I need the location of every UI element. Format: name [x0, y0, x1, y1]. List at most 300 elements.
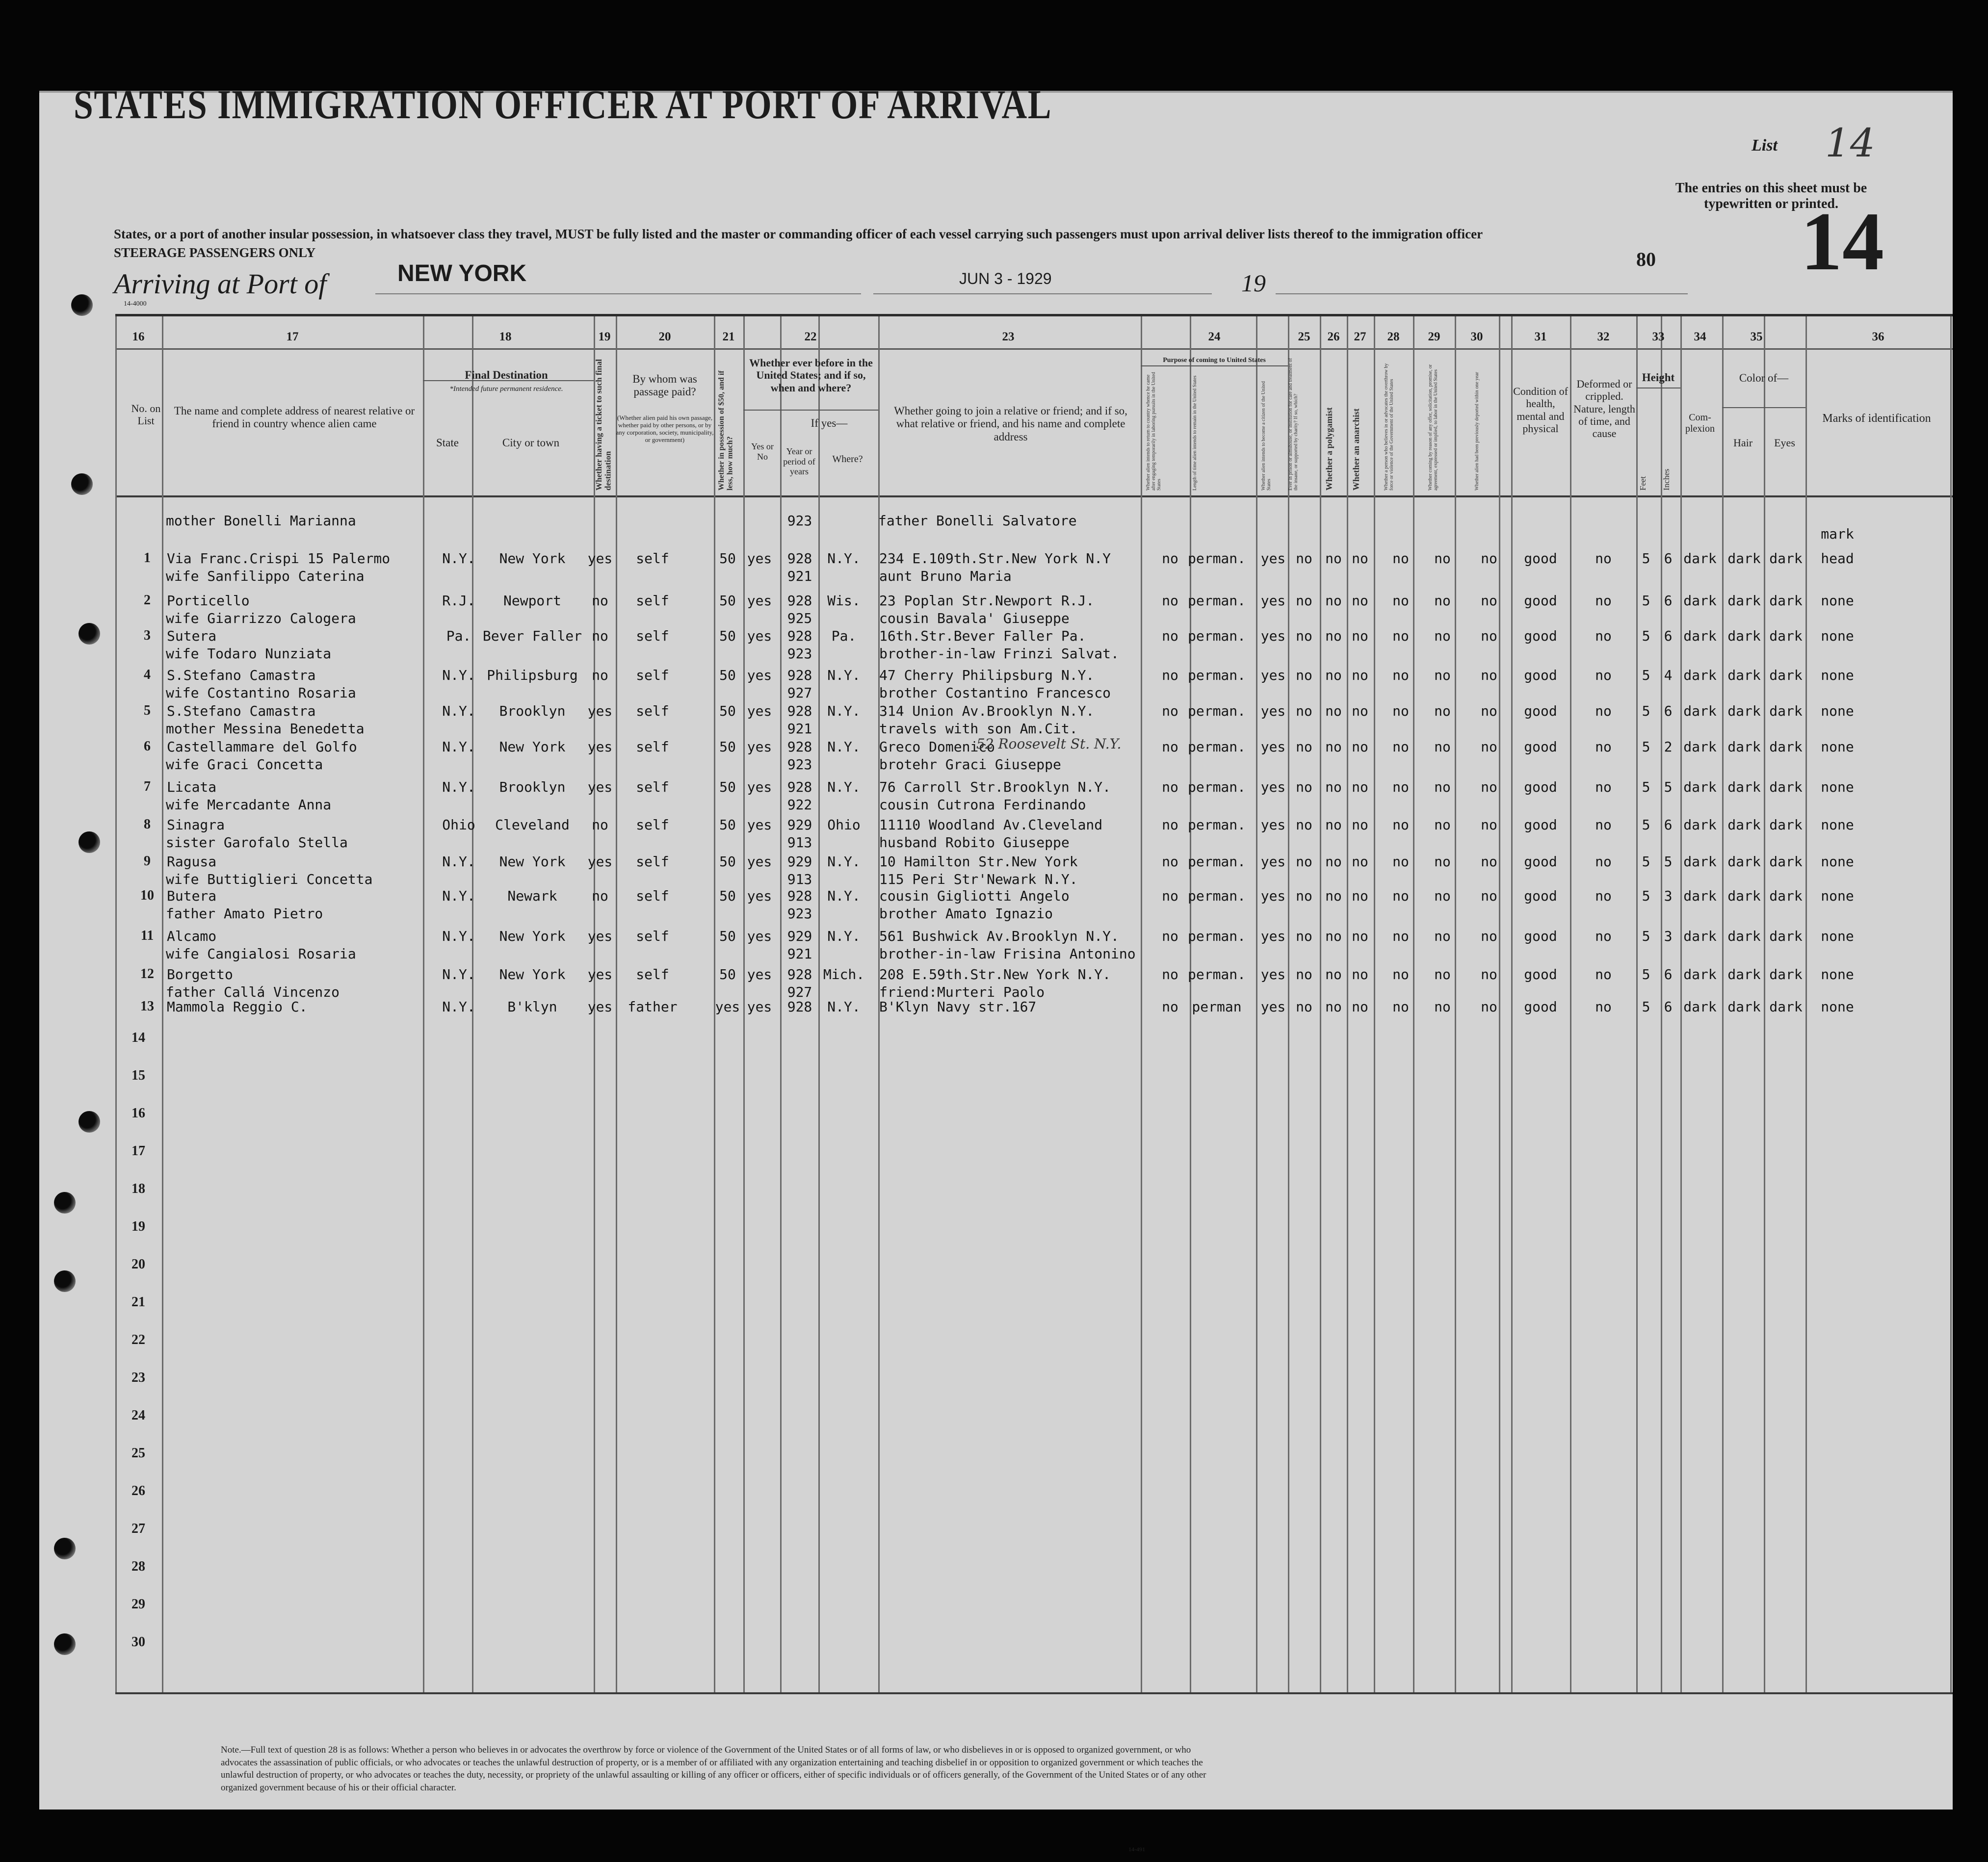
cell-feet: 5	[1642, 966, 1650, 983]
cell-before: yes	[747, 999, 772, 1015]
cell-ticket: yes	[587, 928, 613, 944]
cell-next-year: 913	[787, 871, 812, 887]
cell-hair: dark	[1727, 817, 1761, 833]
cell-complexion: dark	[1683, 593, 1717, 609]
cell-a30: no	[1481, 928, 1497, 944]
cell-eyes: dark	[1769, 966, 1803, 983]
cell-complexion: dark	[1683, 628, 1717, 644]
header-where: Where?	[832, 454, 863, 465]
cell-money: 50	[719, 593, 736, 609]
row-number: 25	[131, 1446, 145, 1461]
footnote-code: 14-491	[1128, 1846, 1145, 1853]
row-number: 8	[144, 817, 151, 832]
cell-year: 928	[787, 703, 812, 719]
cell-before: yes	[747, 739, 772, 755]
cell-hair: dark	[1727, 550, 1761, 567]
cell-a25: no	[1296, 628, 1312, 644]
row-number: 9	[144, 853, 151, 869]
cell-p1: no	[1162, 928, 1178, 944]
cell-a28: no	[1392, 667, 1409, 683]
cell-inches: 6	[1664, 703, 1673, 719]
cell-state: N.Y.	[442, 999, 475, 1015]
cell-marks: none	[1821, 853, 1854, 870]
cell-a25: no	[1296, 779, 1312, 795]
column-number: 27	[1354, 330, 1366, 343]
row-number: 6	[144, 739, 151, 754]
cell-a29: no	[1434, 928, 1451, 944]
column-divider	[1347, 316, 1348, 1692]
pre-row-relative: mother Bonelli Marianna	[166, 513, 356, 529]
cell-address: Via Franc.Crispi 15 Palermo	[167, 550, 391, 567]
cell-before: yes	[747, 928, 772, 944]
row-number: 21	[131, 1294, 145, 1310]
header-q25: Ever in prison or almshouse, or institution for care and treatment of the insane, or supported by charity? If so, which?	[1288, 358, 1299, 491]
cell-inches: 5	[1664, 779, 1673, 795]
row-number: 12	[140, 966, 154, 982]
cell-eyes: dark	[1769, 628, 1803, 644]
cell-a29: no	[1434, 999, 1451, 1015]
cell-a26: no	[1325, 739, 1342, 755]
column-number: 33	[1652, 330, 1665, 343]
cell-address: Butera	[167, 888, 217, 904]
cell-a28: no	[1392, 853, 1409, 870]
pre-row-join: father Bonelli Salvatore	[878, 513, 1077, 529]
cell-feet: 5	[1642, 779, 1650, 795]
cell-health: good	[1524, 817, 1557, 833]
cell-year: 928	[787, 739, 812, 755]
header-yes-or-no: Yes or No	[751, 441, 774, 462]
cell-address: Porticello	[167, 593, 250, 609]
cell-inches: 6	[1664, 550, 1673, 567]
cell-p3: yes	[1260, 703, 1286, 719]
cell-p2: perman.	[1187, 703, 1246, 719]
cell-hair: dark	[1727, 628, 1761, 644]
cell-a27: no	[1352, 817, 1368, 833]
header-final-destination-note: *Intended future permanent residence.	[449, 385, 563, 393]
cell-deformed: no	[1595, 739, 1612, 755]
cell-join: 23 Poplan Str.Newport R.J.	[879, 593, 1095, 609]
cell-state: N.Y.	[442, 928, 475, 944]
handwritten-address-note: 52 Roosevelt St. N.Y.	[976, 736, 1122, 752]
cell-address: Sutera	[167, 628, 217, 644]
cell-deformed: no	[1595, 817, 1612, 833]
cell-hair: dark	[1727, 853, 1761, 870]
header-eyes: Eyes	[1774, 437, 1795, 449]
cell-health: good	[1524, 667, 1557, 683]
cell-a27: no	[1352, 628, 1368, 644]
instruction-line: States, or a port of another insular possession, in whatsoever class they travel, MUST be fully listed and the master or commanding officer of each vessel carrying such passengers must upon arrival deliver lists thereof to the immigration officer	[114, 227, 1483, 241]
cell-p2: perman.	[1187, 667, 1246, 683]
column-number: 16	[132, 330, 145, 343]
cell-a29: no	[1434, 667, 1451, 683]
cell-p3: yes	[1260, 550, 1286, 567]
cell-paid: self	[636, 628, 669, 644]
cell-a26: no	[1325, 703, 1342, 719]
cell-marks: none	[1821, 593, 1854, 609]
header-paid-by: By whom was passage paid?	[632, 373, 697, 398]
cell-next-join: brother-in-law Frisina Antonino	[879, 946, 1136, 962]
column-divider	[1288, 316, 1289, 1692]
cell-next-relative: wife Costantino Rosaria	[166, 685, 356, 701]
cell-before: yes	[747, 853, 772, 870]
sheet-number: 14	[1801, 195, 1884, 287]
column-divider	[1680, 316, 1682, 1692]
cell-city: New York	[499, 928, 566, 944]
cell-eyes: dark	[1769, 999, 1803, 1015]
list-number-handwritten: 14	[1825, 120, 1875, 166]
cell-p2: perman.	[1187, 853, 1246, 870]
arriving-label: Arriving at Port of	[114, 268, 327, 300]
column-divider	[616, 316, 617, 1692]
cell-hair: dark	[1727, 928, 1761, 944]
column-divider	[1320, 316, 1321, 1692]
cell-state: R.J.	[442, 593, 475, 609]
cell-next-year: 921	[787, 721, 812, 737]
header-if-yes: If yes—	[811, 417, 848, 429]
row-number: 18	[131, 1181, 145, 1196]
column-number: 30	[1470, 330, 1483, 343]
cell-complexion: dark	[1683, 779, 1717, 795]
date-stamp: JUN 3 - 1929	[959, 270, 1052, 287]
cell-p3: yes	[1260, 593, 1286, 609]
cell-state: N.Y.	[442, 779, 475, 795]
column-divider	[1950, 316, 1952, 1692]
header-sub-divider	[1141, 365, 1288, 366]
header-color-of: Color of—	[1739, 372, 1789, 384]
column-divider	[1511, 316, 1513, 1692]
cell-marks: none	[1821, 703, 1854, 719]
column-number: 25	[1298, 330, 1310, 343]
column-divider	[423, 316, 424, 1692]
cell-join: B'Klyn Navy str.167	[879, 999, 1037, 1015]
cell-feet: 5	[1642, 928, 1650, 944]
column-divider	[1764, 316, 1765, 1692]
cell-a30: no	[1481, 593, 1497, 609]
cell-inches: 6	[1664, 966, 1673, 983]
cell-next-join: aunt Bruno Maria	[879, 568, 1012, 584]
cell-where: Ohio	[827, 817, 861, 833]
header-q29: Whether coming by reason of any offer, solicitation, promise, or agreement, expressed or implied, to labor in the United States	[1428, 364, 1439, 491]
cell-city: Bever Faller	[482, 628, 582, 644]
cell-health: good	[1524, 853, 1557, 870]
cell-year: 929	[787, 817, 812, 833]
cell-feet: 5	[1642, 888, 1650, 904]
punch-hole	[54, 1538, 76, 1559]
cell-city: Newark	[507, 888, 557, 904]
header-health: Condition of health, mental and physical	[1513, 385, 1568, 435]
punch-hole	[78, 1111, 100, 1133]
row-number: 2	[144, 593, 151, 608]
cell-money: 50	[719, 817, 736, 833]
row-number: 19	[131, 1219, 145, 1234]
cell-paid: self	[636, 888, 669, 904]
cell-city: Cleveland	[495, 817, 570, 833]
cell-hair: dark	[1727, 966, 1761, 983]
cell-address: Borgetto	[167, 966, 233, 983]
cell-where: Mich.	[823, 966, 865, 983]
cell-next-relative: wife Cangialosi Rosaria	[166, 946, 356, 962]
row-number: 1	[144, 550, 151, 566]
cell-health: good	[1524, 966, 1557, 983]
cell-p2: perman.	[1187, 550, 1246, 567]
cell-inches: 5	[1664, 853, 1673, 870]
header-marks: Marks of identification	[1822, 412, 1931, 425]
row-number: 5	[144, 703, 151, 718]
cell-address: Sinagra	[167, 817, 225, 833]
cell-next-relative: father Amato Pietro	[166, 905, 323, 922]
cell-a27: no	[1352, 593, 1368, 609]
cell-city: New York	[499, 853, 566, 870]
cell-city: New York	[499, 966, 566, 983]
cell-next-year: 923	[787, 905, 812, 922]
cell-inches: 6	[1664, 999, 1673, 1015]
header-ticket: Whether having a ticket to such final destination	[594, 359, 613, 491]
cell-a27: no	[1352, 703, 1368, 719]
cell-paid: self	[636, 667, 669, 683]
cell-before: yes	[747, 888, 772, 904]
cell-complexion: dark	[1683, 853, 1717, 870]
cell-p3: yes	[1260, 853, 1286, 870]
cell-eyes: dark	[1769, 853, 1803, 870]
cell-state: N.Y.	[442, 966, 475, 983]
cell-next-join: brotehr Graci Giuseppe	[879, 756, 1061, 773]
cell-a27: no	[1352, 739, 1368, 755]
cell-p3: yes	[1260, 628, 1286, 644]
cell-a26: no	[1325, 966, 1342, 983]
cell-p2: perman.	[1187, 739, 1246, 755]
cell-where: N.Y.	[827, 550, 861, 567]
cell-eyes: dark	[1769, 817, 1803, 833]
cell-marks: none	[1821, 966, 1854, 983]
row-number: 23	[131, 1370, 145, 1385]
cell-eyes: dark	[1769, 703, 1803, 719]
cell-complexion: dark	[1683, 739, 1717, 755]
cell-inches: 6	[1664, 628, 1673, 644]
header-city: City or town	[502, 437, 560, 449]
cell-p1: no	[1162, 888, 1178, 904]
cell-next-year: 922	[787, 797, 812, 813]
cell-money: 50	[719, 550, 736, 567]
cell-marks: none	[1821, 779, 1854, 795]
list-label: List	[1752, 136, 1778, 155]
cell-address: S.Stefano Camastra	[167, 703, 316, 719]
cell-feet: 5	[1642, 853, 1650, 870]
cell-a29: no	[1434, 779, 1451, 795]
cell-where: N.Y.	[827, 739, 861, 755]
cell-city: New York	[499, 550, 566, 567]
cell-a30: no	[1481, 999, 1497, 1015]
punch-hole	[78, 831, 100, 853]
cell-a25: no	[1296, 966, 1312, 983]
punch-hole	[54, 1270, 76, 1292]
cell-feet: 5	[1642, 593, 1650, 609]
cell-next-relative: sister Garofalo Stella	[166, 834, 348, 851]
cell-deformed: no	[1595, 928, 1612, 944]
cell-eyes: dark	[1769, 667, 1803, 683]
cell-eyes: dark	[1769, 928, 1803, 944]
cell-ticket: yes	[587, 550, 613, 567]
cell-health: good	[1524, 888, 1557, 904]
cell-a30: no	[1481, 853, 1497, 870]
cell-a30: no	[1481, 667, 1497, 683]
cell-marks: none	[1821, 667, 1854, 683]
cell-p1: no	[1162, 550, 1178, 567]
cell-city: Brooklyn	[499, 779, 566, 795]
cell-where: N.Y.	[827, 779, 861, 795]
cell-p3: yes	[1260, 667, 1286, 683]
cell-p1: no	[1162, 779, 1178, 795]
cell-ticket: no	[592, 817, 608, 833]
cell-state: N.Y.	[442, 853, 475, 870]
cell-next-year: 923	[787, 646, 812, 662]
cell-state: Pa.	[446, 628, 471, 644]
cell-next-relative: wife Graci Concetta	[166, 756, 323, 773]
cell-where: Wis.	[827, 593, 861, 609]
cell-next-relative: mother Messina Benedetta	[166, 721, 365, 737]
cell-complexion: dark	[1683, 550, 1717, 567]
cell-before: yes	[747, 703, 772, 719]
header-inches: Inches	[1662, 468, 1671, 491]
cell-paid: self	[636, 703, 669, 719]
header-height: Height	[1642, 371, 1675, 384]
cell-state: N.Y.	[442, 888, 475, 904]
row-1-marks-top: mark	[1821, 526, 1854, 542]
cell-eyes: dark	[1769, 779, 1803, 795]
column-divider	[1256, 316, 1257, 1692]
cell-marks: none	[1821, 628, 1854, 644]
column-divider	[1455, 316, 1456, 1692]
cell-a25: no	[1296, 550, 1312, 567]
column-divider	[743, 316, 745, 1692]
cell-a26: no	[1325, 853, 1342, 870]
header-money: Whether in possession of $50, and if less, how much?	[717, 370, 734, 491]
column-number: 32	[1597, 330, 1610, 343]
cell-join: 208 E.59th.Str.New York N.Y.	[879, 966, 1111, 983]
row-number: 4	[144, 667, 151, 682]
header-purpose-return: Whether alien intends to return to country whence he came after engaging temporarily in laboring pursuits in the United States	[1146, 372, 1162, 491]
cell-paid: self	[636, 928, 669, 944]
cell-ticket: yes	[587, 739, 613, 755]
cell-complexion: dark	[1683, 667, 1717, 683]
cell-feet: 5	[1642, 999, 1650, 1015]
cell-marks: none	[1821, 888, 1854, 904]
cell-join: 314 Union Av.Brooklyn N.Y.	[879, 703, 1095, 719]
header-no-on-list: No. on List	[131, 402, 161, 427]
cell-paid: self	[636, 593, 669, 609]
cell-a26: no	[1325, 667, 1342, 683]
cell-health: good	[1524, 550, 1557, 567]
cell-next-year: 927	[787, 984, 812, 1000]
cell-before: yes	[747, 966, 772, 983]
column-divider	[1190, 316, 1191, 1692]
footnote-q28: Note.—Full text of question 28 is as follows: Whether a person who believes in or advocates the overthrow by force or violence of the Government of the United States or of all forms of law, or who disbelieves in or is opposed to organized government, or who advocates the assassination of public officials, or who advocates or teaches the unlawful destruction of property, or is a member of or affiliated with any organization entertaining and teaching disbelief in or opposition to organized government or which teaches the unlawful destruction of property, or who advocates or teaches the duty, necessity, or propriety of the unlawful assaulting or killing of any officer or officers, either of specific individuals or of officers generally, of the Government of the United States or of any other organized government because of his or their official character.	[221, 1745, 1206, 1793]
cell-health: good	[1524, 928, 1557, 944]
cell-feet: 5	[1642, 628, 1650, 644]
column-divider	[1805, 316, 1807, 1692]
page-title: STATES IMMIGRATION OFFICER AT PORT OF ARRIVAL	[74, 82, 1052, 128]
cell-a26: no	[1325, 593, 1342, 609]
column-number: 17	[286, 330, 299, 343]
column-divider	[1661, 316, 1662, 1692]
cell-ticket: yes	[587, 966, 613, 983]
cell-a29: no	[1434, 593, 1451, 609]
header-final-destination: Final Destination	[465, 369, 548, 381]
cell-next-relative: wife Todaro Nunziata	[166, 646, 332, 662]
cell-next-join: friend:Murteri Paolo	[879, 984, 1045, 1000]
cell-before: yes	[747, 628, 772, 644]
cell-city: Brooklyn	[499, 703, 566, 719]
cell-join: 76 Carroll Str.Brooklyn N.Y.	[879, 779, 1111, 795]
cell-join: 10 Hamilton Str.New York	[879, 853, 1078, 870]
cell-inches: 4	[1664, 667, 1673, 683]
cell-year: 929	[787, 928, 812, 944]
cell-p1: no	[1162, 966, 1178, 983]
cell-p2: perman.	[1187, 928, 1246, 944]
cell-hair: dark	[1727, 667, 1761, 683]
cell-marks: none	[1821, 999, 1854, 1015]
cell-marks: none	[1821, 817, 1854, 833]
cell-hair: dark	[1727, 739, 1761, 755]
cell-ticket: yes	[587, 703, 613, 719]
cell-year: 928	[787, 550, 812, 567]
cell-p2: perman.	[1187, 888, 1246, 904]
column-divider	[1636, 316, 1638, 1692]
cell-feet: 5	[1642, 703, 1650, 719]
cell-a29: no	[1434, 703, 1451, 719]
cell-join: 561 Bushwick Av.Brooklyn N.Y.	[879, 928, 1119, 944]
cell-p1: no	[1162, 739, 1178, 755]
cell-state: N.Y.	[442, 703, 475, 719]
row-number: 29	[131, 1597, 145, 1612]
cell-a25: no	[1296, 739, 1312, 755]
cell-deformed: no	[1595, 779, 1612, 795]
cell-p1: no	[1162, 628, 1178, 644]
cell-deformed: no	[1595, 703, 1612, 719]
cell-eyes: dark	[1769, 550, 1803, 567]
cell-health: good	[1524, 628, 1557, 644]
cell-p1: no	[1162, 999, 1178, 1015]
cell-ticket: no	[592, 667, 608, 683]
cell-next-join: brother Costantino Francesco	[879, 685, 1111, 701]
column-number: 20	[658, 330, 671, 343]
cell-hair: dark	[1727, 779, 1761, 795]
header-feet: Feet	[1638, 476, 1648, 491]
cell-marks: none	[1821, 928, 1854, 944]
column-number: 34	[1694, 330, 1706, 343]
row-number: 7	[144, 779, 151, 794]
cell-a28: no	[1392, 593, 1409, 609]
cell-a28: no	[1392, 628, 1409, 644]
header-join-relative: Whether going to join a relative or friend; and if so, what relative or friend, and his name and complete address	[894, 405, 1127, 443]
cell-a30: no	[1481, 739, 1497, 755]
cell-next-join: travels with son Am.Cit.	[879, 721, 1078, 737]
cell-paid: self	[636, 853, 669, 870]
header-q27: Whether an anarchist	[1351, 408, 1361, 491]
punch-hole	[54, 1192, 76, 1214]
cell-paid: self	[636, 779, 669, 795]
cell-ticket: no	[592, 888, 608, 904]
column-divider	[780, 316, 782, 1692]
column-divider	[1141, 316, 1142, 1692]
cell-ticket: yes	[587, 999, 613, 1015]
column-number: 18	[499, 330, 512, 343]
cell-year: 928	[787, 667, 812, 683]
column-number: 35	[1750, 330, 1763, 343]
cell-a27: no	[1352, 853, 1368, 870]
column-divider	[1374, 316, 1375, 1692]
cell-p1: no	[1162, 817, 1178, 833]
cell-inches: 6	[1664, 817, 1673, 833]
